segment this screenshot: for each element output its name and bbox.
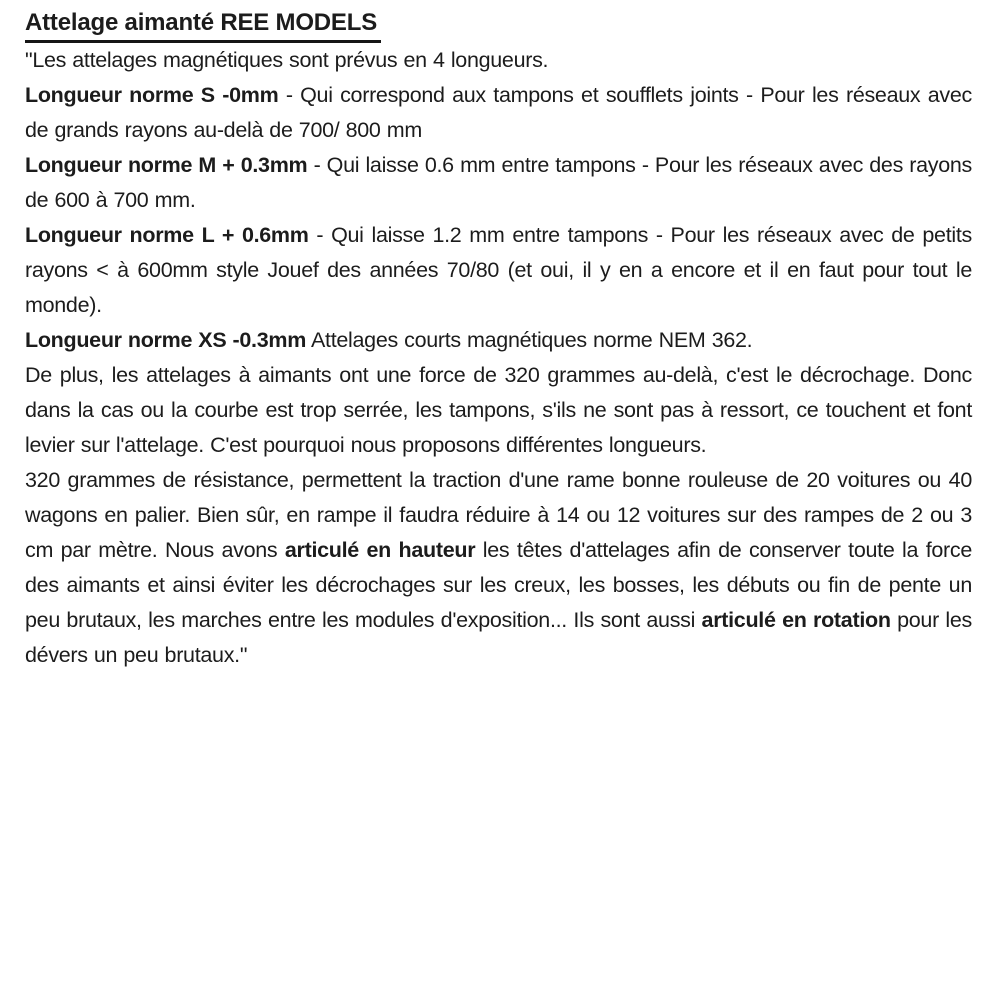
document-title-text: Attelage aimanté REE MODELS	[25, 8, 381, 43]
text-segment: 320 grammes de résistance, permettent la traction d'une rame bonne rouleuse de 20 voitures ou 40 wagons en palier. Bien sûr, en rampe il faudra réduire à 14 ou 12 voitures sur des rampes de 2 ou 3 cm par mètre. Nous avons	[25, 468, 972, 562]
text-segment: - Qui laisse 0.6 mm entre tampons - Pour les réseaux avec des rayons de 600 à 700 mm.	[25, 153, 972, 212]
text-segment: "Les attelages magnétiques sont prévus en 4 longueurs.	[25, 48, 549, 72]
paragraph-norme-m	[25, 148, 972, 218]
bold-text-segment: Longueur norme M + 0.3mm	[25, 153, 308, 177]
bold-text-segment: Longueur norme XS -0.3mm	[25, 328, 307, 352]
text-segment: les têtes d'attelages afin de conserver toute la force des aimants et ainsi éviter les décrochages sur les creux, les bosses, les débuts ou fin de pente un peu brutaux, les marches entre les modules d'exposition... Ils sont aussi	[25, 538, 972, 632]
paragraph-intro	[25, 43, 972, 78]
bold-text-segment: articulé en hauteur	[284, 538, 476, 562]
text-segment: - Qui laisse 1.2 mm entre tampons - Pour les réseaux avec de petits rayons < à 600mm style Jouef des années 70/80 (et oui, il y en a encore et il en faut pour tout le monde).	[25, 223, 972, 317]
document-title	[25, 8, 972, 43]
paragraph-norme-l	[25, 218, 972, 323]
text-segment: De plus, les attelages à aimants ont une force de 320 grammes au-delà, c'est le décrochage. Donc dans la cas ou la courbe est trop serrée, les tampons, s'ils ne sont pas à ressort, ce touchent et font levier sur l'attelage. C'est pourquoi nous proposons différentes longueurs.	[25, 363, 972, 457]
text-segment: - Qui correspond aux tampons et soufflets joints - Pour les réseaux avec de grands rayons au-delà de 700/ 800 mm	[25, 83, 972, 142]
text-segment: pour les dévers un peu brutaux."	[25, 608, 972, 667]
bold-text-segment: Longueur norme S -0mm	[25, 83, 279, 107]
bold-text-segment: articulé en rotation	[701, 608, 891, 632]
paragraph-resistance	[25, 463, 972, 673]
text-segment: Attelages courts magnétiques norme NEM 362.	[306, 328, 753, 352]
paragraph-norme-s	[25, 78, 972, 148]
paragraph-norme-xs	[25, 323, 972, 358]
paragraph-force	[25, 358, 972, 463]
bold-text-segment: Longueur norme L + 0.6mm	[25, 223, 309, 247]
